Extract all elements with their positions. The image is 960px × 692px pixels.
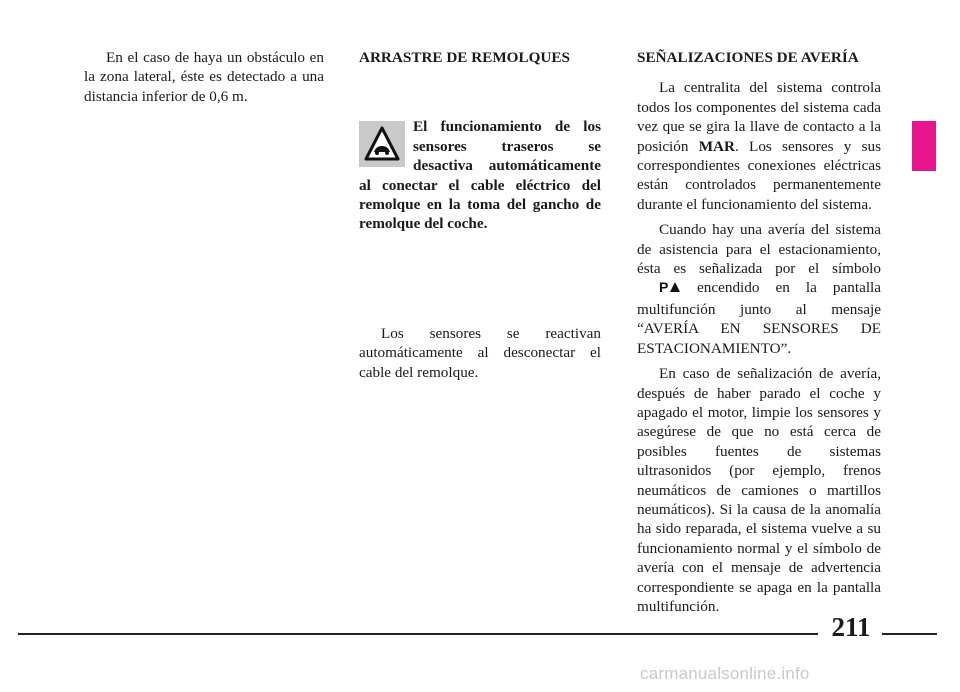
column-left [84, 48, 324, 106]
section-heading-trailer: ARRASTRE DE REMOLQUES [359, 49, 570, 66]
key-position-mar: MAR [698, 137, 735, 155]
warning-text: El funcionamiento de los sensores traseros se desactiva automáticamente al conectar el cable eléctrico del remolque en la toma del gancho de remolque del coche. [359, 118, 601, 233]
parking-sensor-fault-icon [637, 279, 681, 299]
paragraph-sensors-reactivate: Los sensores se reactivan automáticamente al desconectar el cable del remolque. [359, 324, 601, 381]
paragraph-fault-procedure: En caso de señalización de avería, después de haber parado el coche y apagado el motor, limpie los sensores y asegúrese de que no está cerca de posibles fuentes de sistemas ultrasonidos (por ejemplo, frenos neumáticos de camiones o martillos neumáticos). Si la causa de la anomalía ha sido reparada, el sistema vuelve a su funcionamiento normal y el símbolo de avería con el mensaje de advertencia correspondiente se apaga en la pantalla multifunción. [637, 365, 881, 615]
warning-triangle-icon [359, 121, 405, 167]
section-heading-fault-signals: SEÑALIZACIONES DE AVERÍA [637, 49, 859, 66]
column-middle [359, 48, 601, 382]
paragraph-fault-symbol: Cuando hay una avería del sistema de asistencia para el estacionamiento, ésta es señalizada por el símbolo P encendido en la pantalla multifunción junto al mensaje “AVERÍA EN SENSORES DE ESTACIONAMIENTO”. [637, 221, 881, 357]
paragraph-side-obstacle: En el caso de haya un obstáculo en la zona lateral, éste es detectado a una distancia inferior de 0,6 m. [84, 49, 324, 105]
page-number: 211 [831, 612, 871, 642]
footer-rule-right [882, 633, 937, 635]
paragraph-control-unit: La centralita del sistema controla todos los componentes del sistema cada vez que se gira la llave de contacto a la posición MAR. Los sensores y sus correspondientes conexiones eléctricas están controlados permanentemente durante el funcionamiento del sistema. [637, 79, 882, 213]
footer-rule-left [18, 633, 818, 635]
section-tab-marker [912, 121, 936, 171]
warning-block [359, 117, 601, 233]
svg-text:P: P [659, 279, 669, 295]
watermark: carmanualsonline.info [640, 664, 810, 683]
column-right [637, 48, 881, 622]
